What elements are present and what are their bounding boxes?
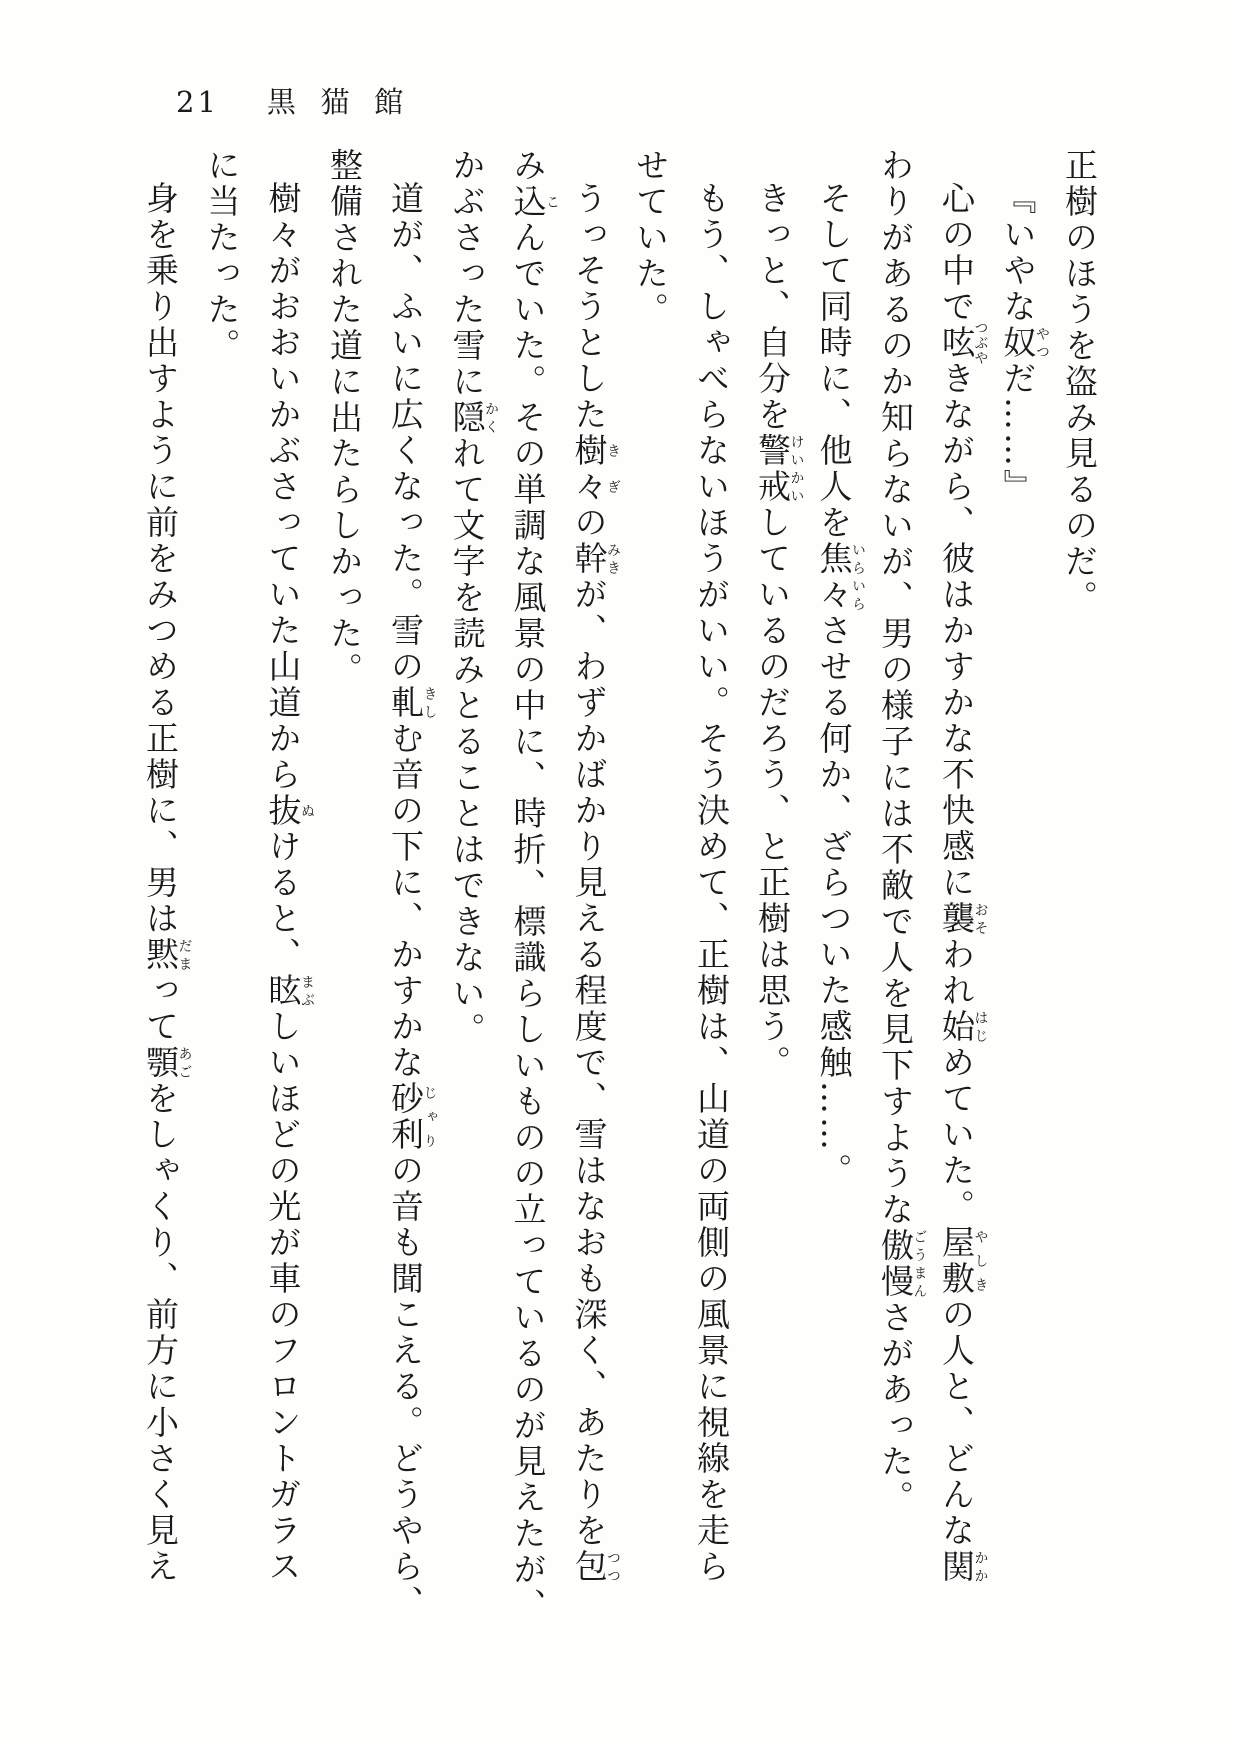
running-head [176, 85, 428, 119]
body-text [130, 148, 1110, 1638]
ruby-annotated-text: 焦々いらいら [814, 541, 866, 613]
ruby-annotated-text: 傲慢ごうまん [876, 1228, 928, 1300]
paragraph: 樹々がおおいかぶさっていた山道から抜ぬけると、眩まぶしいほどの光が車のフロントガラス に当たった。 [202, 148, 315, 1585]
ruby-annotated-text: 屋敷やしき [937, 1225, 989, 1297]
ruby-annotated-text: 襲おそ [937, 901, 989, 937]
paragraph: うっそうとした樹々きぎの幹みきが、わずかばかり見える程度で、雪はなおも深く、あたりを包つつ み込こんでいた。その単調な風景の中に、時折、標識らしいものの立っているのが見えたが、 かぶさった雪に隠かくれて文字を読みとることはできない。 [447, 148, 621, 1624]
ruby-annotated-text: 黙だま [141, 937, 193, 973]
paragraph: もう、しゃべらないほうがいい。そう決めて、正樹は、山道の両側の風景に視線を走ら せていた。 [631, 148, 731, 1585]
page-number: 21 [176, 85, 219, 119]
ruby-annotated-text: 込こ [508, 184, 560, 220]
ruby-annotated-text: 包つつ [569, 1549, 621, 1585]
ruby-annotated-text: 抜ぬ [263, 793, 315, 829]
ruby-annotated-text: 砂利じゃり [386, 1081, 438, 1153]
ruby-annotated-text: 始はじ [937, 1009, 989, 1045]
ruby-annotated-text: 警戒けいかい [753, 433, 805, 505]
ruby-annotated-text: 樹々きぎ [569, 433, 621, 505]
ruby-annotated-text: 幹みき [569, 541, 621, 577]
ruby-annotated-text: 顎あご [141, 1045, 193, 1081]
book-title: 黒猫館 [266, 85, 428, 119]
ruby-annotated-text: 関かか [937, 1549, 989, 1585]
ruby-annotated-text: 隠かく [447, 400, 499, 436]
ruby-annotated-text: 呟つぶや [937, 320, 989, 366]
paragraph: 心の中で呟つぶやきながら、彼はかすかな不快感に襲おそわれ始はじめていた。屋敷やしきの人と、どんな関かか わりがあるのか知らないが、男の様子には不敵で人を見下すような傲慢ごうまんさがあった。 [876, 148, 989, 1585]
paragraph: そして同時に、他人を焦々いらいらさせる何か、ざらついた感触……。 [814, 181, 866, 1189]
paragraph: 道が、ふいに広くなった。雪の軋きしむ音の下に、かすかな砂利じゃりの音も聞こえる。どうやら、 整備された道に出たらしかった。 [325, 148, 438, 1621]
paragraph: 身を乗り出すように前をみつめる正樹に、男は黙だまって顎あごをしゃくり、前方に小さく見え [141, 181, 193, 1585]
paragraph: 『いやな奴やつだ……』 [998, 181, 1050, 505]
ruby-annotated-text: 軋きし [386, 685, 438, 721]
paragraph: きっと、自分を警戒けいかいしているのだろう、と正樹は思う。 [753, 181, 805, 1081]
ruby-annotated-text: 眩まぶ [263, 973, 315, 1009]
paragraph: 正樹のほうを盗み見るのだ。 [1060, 148, 1099, 616]
ruby-annotated-text: 奴やつ [998, 325, 1050, 361]
